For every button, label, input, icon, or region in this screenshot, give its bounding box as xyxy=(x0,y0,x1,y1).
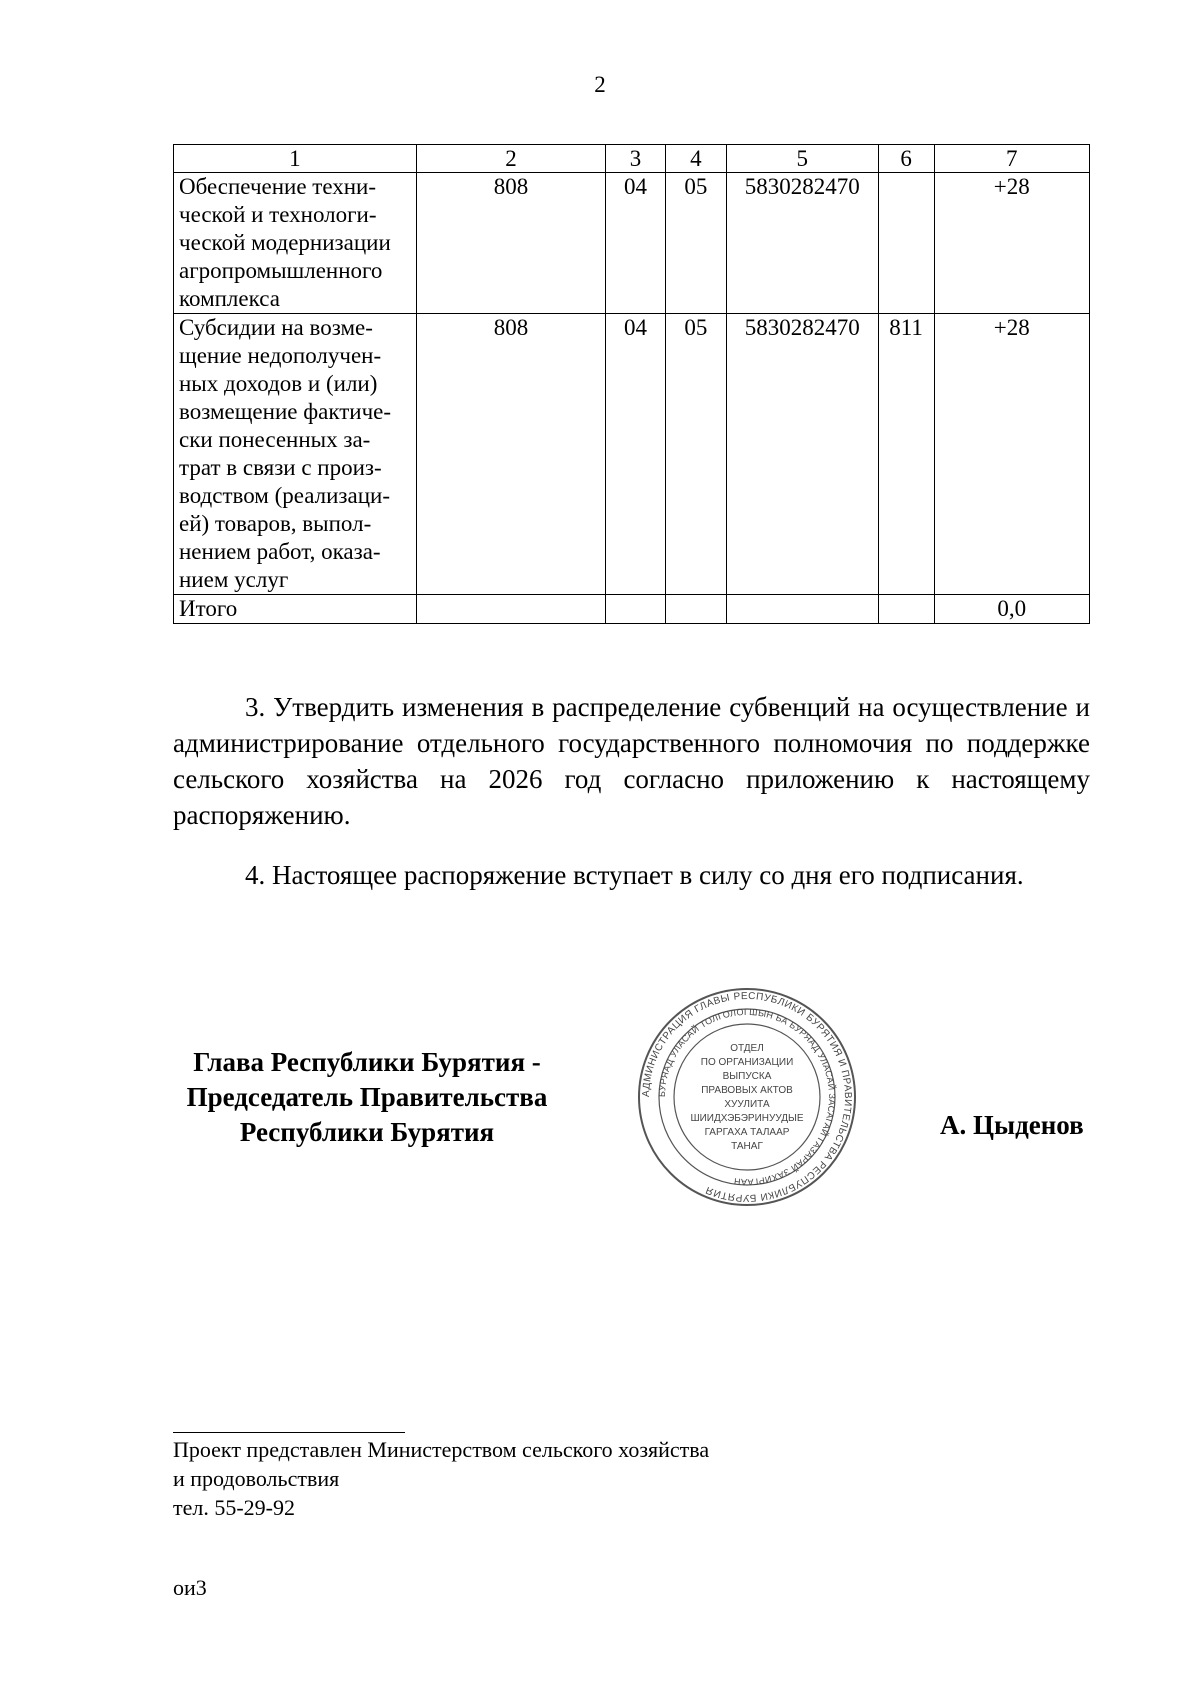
table-row xyxy=(174,314,1090,595)
seal-outer-text: АДМИНИСТРАЦИЯ ГЛАВЫ РЕСПУБЛИКИ БУРЯТИЯ И ПРАВИТЕЛЬСТВА РЕСПУБЛИКИ БУРЯТИЯ xyxy=(640,990,854,1204)
seal-center-line: ГАРГАХА ТАЛААР xyxy=(704,1127,790,1138)
table-header-row xyxy=(174,145,1090,173)
table-cell: 05 xyxy=(665,173,726,314)
header-cell: 1 xyxy=(174,145,417,173)
seal-center-line: ОТДЕЛ xyxy=(730,1043,764,1054)
row-name-cell: Обеспечение техни- ческой и технологи- ческой модернизации агропромышленного комплекса xyxy=(174,173,417,314)
table-cell: 05 xyxy=(665,314,726,595)
page-number: 2 xyxy=(594,72,606,97)
table-cell: 811 xyxy=(878,314,934,595)
table-cell xyxy=(416,595,605,624)
table-cell: +28 xyxy=(934,173,1089,314)
document-code: ои3 xyxy=(173,1575,207,1600)
table-cell: 04 xyxy=(606,173,666,314)
table-cell: 808 xyxy=(416,314,605,595)
signatory-title xyxy=(174,1045,560,1150)
table-cell xyxy=(878,595,934,624)
footer-divider xyxy=(173,1432,405,1433)
footer-note: Проект представлен Министерством сельского хозяйства и продовольствия тел. 55-29-92 xyxy=(173,1437,710,1520)
signatory-title-line: Председатель Правительства xyxy=(186,1082,548,1112)
signatory-title-line: Республики Бурятия xyxy=(239,1117,495,1147)
table-cell: 04 xyxy=(606,314,666,595)
budget-changes-table xyxy=(173,144,1090,624)
seal-center-line: ПРАВОВЫХ АКТОВ xyxy=(701,1085,793,1096)
seal-center-line: ВЫПУСКА xyxy=(722,1071,772,1082)
seal-center-line: ТАНАГ xyxy=(731,1141,763,1152)
table-cell xyxy=(606,595,666,624)
table-cell xyxy=(726,595,878,624)
table-row xyxy=(174,173,1090,314)
table-cell: +28 xyxy=(934,314,1089,595)
header-cell: 4 xyxy=(665,145,726,173)
row-name-cell: Субсидии на возме- щение недополучен- ных доходов и (или) возмещение фактиче- ски понесенных за- трат в связи с произ- водством (реализаци- ей) товаров, выпол- нением работ, оказа- нием услуг xyxy=(174,314,417,595)
seal-center-line: ШИИДХЭБЭРИНУУДЫЕ xyxy=(690,1113,804,1124)
header-cell: 6 xyxy=(878,145,934,173)
seal-inner-text: БУРЯАД УЛАСАЙ ТОЛГОЛОГШЫН БА БУРЯАД УЛАСАЙ ЗАСАГАЙ ГАЗАРАЙ ЗАХИРГААН xyxy=(656,1006,838,1188)
table-cell xyxy=(878,173,934,314)
signatory-name: А. Цыденов xyxy=(940,1110,1084,1140)
svg-text:БУРЯАД УЛАСАЙ ТОЛГОЛОГШЫН БА Б xyxy=(657,1007,838,1187)
svg-text:АДМИНИСТРАЦИЯ ГЛАВЫ РЕСПУБЛИКИ xyxy=(641,991,853,1203)
table-cell: 5830282470 xyxy=(726,173,878,314)
table-cell xyxy=(665,595,726,624)
row-name-cell: Итого xyxy=(174,595,417,624)
official-seal xyxy=(636,986,858,1208)
signatory-title-line: Глава Республики Бурятия - xyxy=(193,1047,541,1077)
table-cell: 0,0 xyxy=(934,595,1089,624)
seal-center-line: ХУУЛИТА xyxy=(724,1099,770,1110)
header-cell: 7 xyxy=(934,145,1089,173)
table-cell: 808 xyxy=(416,173,605,314)
seal-center-line: ПО ОРГАНИЗАЦИИ xyxy=(700,1057,794,1068)
header-cell: 2 xyxy=(416,145,605,173)
header-cell: 3 xyxy=(606,145,666,173)
table-cell: 5830282470 xyxy=(726,314,878,595)
table-total-row xyxy=(174,595,1090,624)
paragraph-3: 3. Утвердить изменения в распределение субвенций на осуществление и администрирование отдельного государственного полномочия по поддержке сельского хозяйства на 2026 год согласно приложению к настоящему распоряжению. xyxy=(173,692,1090,830)
paragraph-4: 4. Настоящее распоряжение вступает в силу со дня его подписания. xyxy=(245,860,1024,890)
header-cell: 5 xyxy=(726,145,878,173)
